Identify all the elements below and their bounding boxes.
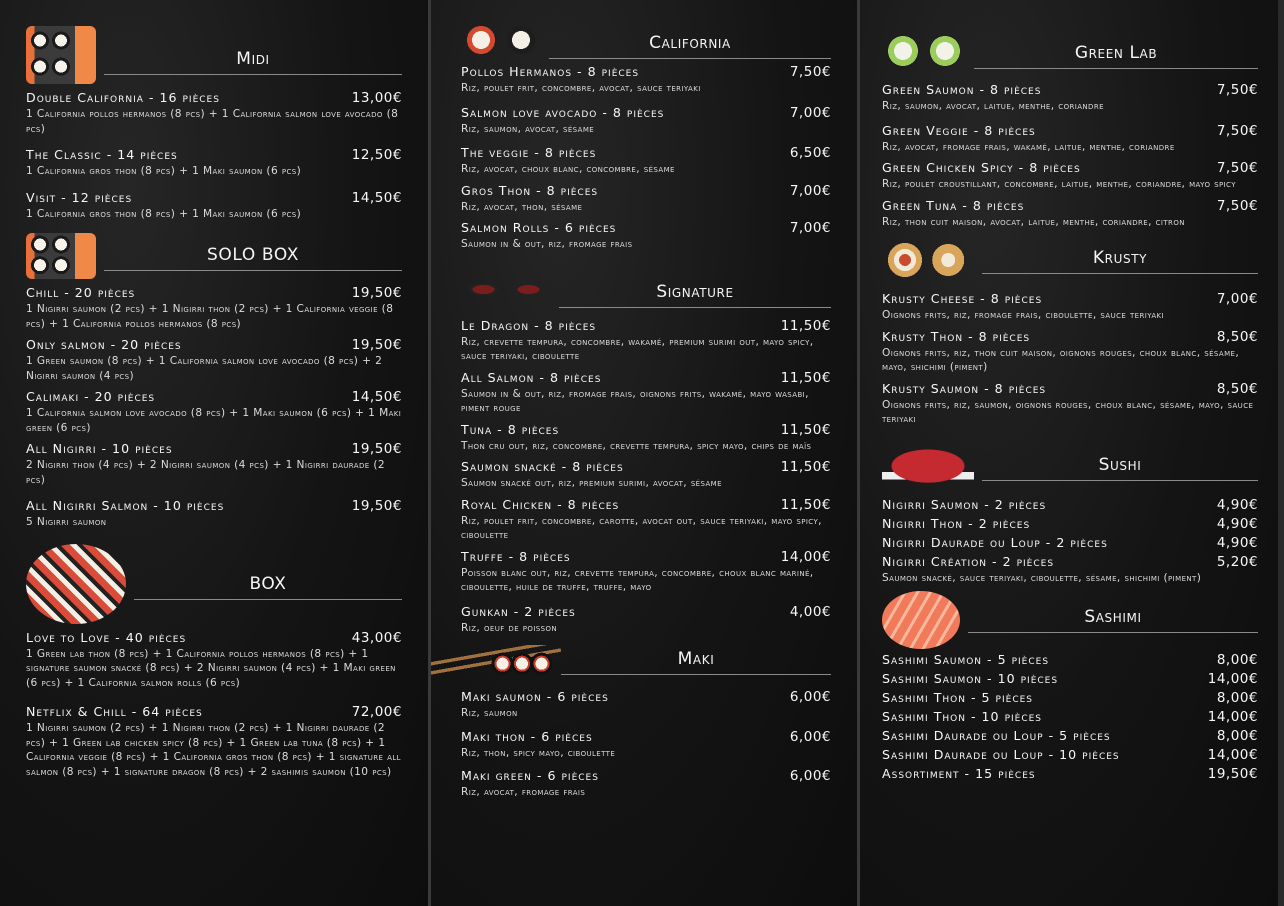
menu-item: [461, 105, 831, 137]
menu-item: [461, 318, 831, 364]
item-name: Sashimi Daurade ou Loup - 5 pièces: [882, 728, 1111, 743]
item-name: All Nigirri Salmon - 10 pièces: [26, 498, 225, 513]
item-description: Riz, avocat, thon, sésame: [461, 200, 583, 213]
item-price: 5,20€: [1216, 553, 1258, 570]
item-name: Salmon Rolls - 6 pièces: [461, 220, 617, 235]
section-sushi: [882, 449, 1258, 586]
item-name: Netflix & Chill - 64 pièces: [26, 704, 203, 719]
item-name: Sashimi Thon - 10 pièces: [882, 709, 1043, 724]
section-header: [882, 591, 1258, 649]
item-price: 8,00€: [1216, 652, 1258, 668]
section-title: Sushi: [1098, 454, 1142, 475]
section-header: [26, 26, 402, 84]
item-price: 7,00€: [1216, 291, 1258, 307]
item-name: Double California - 16 pièces: [26, 90, 220, 105]
item-name: Krusty Cheese - 8 pièces: [882, 291, 1043, 306]
item-price: 4,90€: [1216, 496, 1258, 513]
menu-item: [26, 90, 402, 136]
section-krusty: [882, 235, 1258, 427]
item-price: 72,00€: [351, 704, 402, 720]
item-name: Tuna - 8 pièces: [461, 421, 560, 437]
menu-panel-3: [860, 0, 1278, 906]
sushi-rolls-image: [26, 26, 96, 84]
item-price: 14,00€: [1207, 709, 1258, 725]
item-price: 8,50€: [1216, 328, 1258, 345]
item-price: 19,50€: [351, 441, 402, 457]
menu-item: [461, 768, 831, 800]
menu-item: [461, 549, 831, 595]
menu-item: [882, 329, 1258, 375]
menu-item: [882, 747, 1258, 763]
item-price: 7,00€: [789, 220, 831, 236]
divider: [982, 480, 1258, 481]
divider: [968, 632, 1258, 633]
item-price: 8,00€: [1216, 728, 1258, 744]
menu-item: [461, 183, 831, 215]
menu-item: [882, 123, 1258, 155]
item-description: Riz, crevette tempura, concombre, wakamé, premium surimi out, mayo spicy, sauce teriyaki, ciboulette: [461, 335, 814, 362]
menu-item: [461, 604, 831, 636]
item-price: 7,00€: [789, 104, 831, 121]
item-price: 4,90€: [1216, 515, 1258, 532]
menu-item: [882, 160, 1258, 192]
section-title: Green Lab: [1074, 43, 1158, 63]
item-price: 4,90€: [1216, 534, 1258, 551]
item-price: 7,00€: [789, 182, 831, 199]
item-description: 1 Green lab thon (8 pcs) + 1 California pollos hermanos (8 pcs) + 1 signature saumon snacké (8 pcs) + 2 Nigirri saumon (4 pcs) + 1 Maki green (6 pcs) + 1 California salmon rolls (6 pcs): [26, 647, 396, 689]
menu-item: [882, 535, 1258, 551]
item-price: 13,00€: [351, 90, 402, 106]
item-name: Nigirri Saumon - 2 pièces: [882, 496, 1047, 512]
item-name: Maki green - 6 pièces: [461, 768, 599, 783]
menu-item: [26, 498, 402, 530]
sushi-box-image: [26, 544, 126, 624]
item-name: Love to Love - 40 pièces: [26, 629, 187, 645]
section-title: BOX: [249, 573, 287, 594]
item-description: 1 California gros thon (8 pcs) + 1 Maki saumon (6 pcs): [26, 165, 302, 177]
section-midi: [26, 26, 402, 221]
menu-item: [882, 690, 1258, 706]
section-title: SOLO BOX: [207, 245, 299, 265]
divider: [561, 674, 831, 675]
item-price: 14,50€: [351, 189, 402, 206]
menu-item: [26, 147, 402, 179]
item-name: Gros Thon - 8 pièces: [461, 182, 599, 198]
section-header: [882, 235, 1258, 285]
section-box: [26, 544, 402, 780]
menu-item: [26, 441, 402, 487]
item-name: Maki saumon - 6 pièces: [461, 689, 609, 704]
menu-item: [461, 64, 831, 96]
item-name: All Nigirri - 10 pièces: [26, 441, 173, 456]
item-description: 1 Nigirri saumon (2 pcs) + 1 Nigirri thon (2 pcs) + 1 California veggie (8 pcs) + 1 California pollos hermanos (8 pcs): [26, 303, 394, 330]
menu-item: [461, 497, 831, 543]
item-description: Riz, avocat, fromage frais, wakamé, laitue, menthe, coriandre: [882, 140, 1175, 153]
item-name: Le Dragon - 8 pièces: [461, 317, 597, 333]
item-price: 14,00€: [1207, 671, 1258, 687]
menu-item: [882, 709, 1258, 725]
item-description: Thon cru out, riz, concombre, crevette tempura, spicy mayo, chips de maïs: [461, 439, 812, 452]
item-price: 7,50€: [1216, 82, 1258, 98]
item-name: Only salmon - 20 pièces: [26, 337, 182, 352]
item-name: Pollos Hermanos - 8 pièces: [461, 64, 640, 79]
item-name: Sashimi Saumon - 10 pièces: [882, 671, 1059, 686]
item-name: Assortiment - 15 pièces: [882, 766, 1036, 781]
menu-item: [26, 337, 402, 383]
item-description: Riz, oeuf de poisson: [461, 621, 558, 634]
section-title: California: [649, 33, 731, 53]
item-price: 8,00€: [1216, 690, 1258, 706]
item-name: Nigirri Daurade ou Loup - 2 pièces: [882, 534, 1108, 550]
item-description: Riz, thon, spicy mayo, ciboulette: [461, 746, 616, 759]
item-price: 11,50€: [780, 459, 831, 475]
item-description: Riz, avocat, fromage frais: [461, 786, 586, 798]
item-price: 6,00€: [789, 728, 831, 745]
item-price: 6,00€: [789, 768, 831, 784]
divider: [549, 58, 831, 59]
item-description: Oignons frits, riz, thon cuit maison, oignons rouges, choux blanc, sésame, mayo, shichimi (piment): [882, 346, 1240, 373]
menu-item: [882, 554, 1258, 586]
item-price: 6,50€: [789, 145, 831, 161]
item-name: Maki thon - 6 pièces: [461, 728, 593, 744]
item-name: Sashimi Thon - 5 pièces: [882, 690, 1034, 705]
menu-item: [882, 198, 1258, 230]
section-header: [882, 449, 1258, 487]
menu-item: [882, 291, 1258, 323]
item-description: 5 Nigirri saumon: [26, 516, 107, 528]
menu-panel-1: [0, 0, 428, 906]
item-description: Saumon snacké out, riz, premium surimi, avocat, sésame: [461, 477, 722, 489]
item-description: 1 Green saumon (8 pcs) + 1 California salmon love avocado (8 pcs) + 2 Nigirri saumon (4 pcs): [26, 355, 383, 382]
item-name: All Salmon - 8 pièces: [461, 369, 602, 385]
menu-item: [882, 516, 1258, 532]
item-price: 7,50€: [1216, 122, 1258, 139]
section-signature: [461, 262, 831, 636]
item-description: Oignons frits, riz, saumon, oignons rouges, choux blanc, sésame, mayo, sauce teriyaki: [882, 398, 1254, 425]
item-description: Oignons frits, riz, fromage frais, ciboulette, sauce teriyaki: [882, 309, 1164, 321]
section-sashimi: [882, 591, 1258, 782]
menu-item: [882, 82, 1258, 114]
divider: [104, 74, 402, 75]
item-name: Green Tuna - 8 pièces: [882, 197, 1025, 213]
section-title: Sashimi: [1084, 607, 1142, 627]
item-description: Riz, saumon, avocat, sésame: [461, 122, 595, 135]
menu-item: [26, 285, 402, 331]
item-price: 11,50€: [780, 369, 831, 386]
menu-item: [461, 422, 831, 454]
section-green-lab: [882, 36, 1258, 229]
menu-item: [461, 689, 831, 721]
section-title: Midi: [236, 49, 270, 69]
item-name: Royal Chicken - 8 pièces: [461, 496, 620, 512]
item-description: 1 California pollos hermanos (8 pcs) + 1 California salmon love avocado (8 pcs): [26, 108, 399, 135]
item-price: 19,50€: [351, 285, 402, 301]
item-description: Riz, avocat, choux blanc, concombre, sésame: [461, 163, 675, 175]
item-description: Saumon snacké, sauce teriyaki, ciboulette, sésame, shichimi (piment): [882, 571, 1202, 584]
item-name: Sashimi Daurade ou Loup - 10 pièces: [882, 747, 1120, 762]
item-price: 19,50€: [351, 337, 402, 353]
item-price: 4,00€: [789, 603, 831, 620]
item-description: Saumon in & out, riz, fromage frais, oignons frits, wakamé, mayo wasabi, piment rouge: [461, 387, 809, 414]
menu-item: [26, 630, 402, 691]
section-title: Maki: [677, 649, 715, 669]
item-name: Krusty Saumon - 8 pièces: [882, 380, 1047, 396]
menu-item: [461, 729, 831, 761]
item-description: 1 Nigirri saumon (2 pcs) + 1 Nigirri thon (2 pcs) + 1 Nigirri daurade (2 pcs) + 1 Green lab chicken spicy (8 pcs) + 1 Green lab tuna (8 pcs) + 1 California veggie (8 pcs) + 1 California gros thon (8 pcs) + 1 signature all salmon (8 pcs) + 1 signature dragon (8 pcs) + 2 sashimis saumon (10 pcs): [26, 722, 401, 778]
menu-item: [461, 459, 831, 491]
section-header: [461, 262, 831, 312]
item-price: 6,00€: [789, 689, 831, 705]
section-solo-box: [26, 233, 402, 530]
signature-roll-image: [461, 262, 551, 312]
divider: [134, 599, 402, 600]
item-price: 43,00€: [351, 629, 402, 646]
item-price: 7,50€: [789, 64, 831, 80]
menu-item: [882, 497, 1258, 513]
item-price: 19,50€: [351, 498, 402, 514]
item-name: Calimaki - 20 pièces: [26, 389, 156, 404]
item-name: Green Veggie - 8 pièces: [882, 122, 1036, 138]
divider: [982, 273, 1258, 274]
section-header: [461, 645, 831, 679]
item-name: The veggie - 8 pièces: [461, 145, 597, 160]
item-name: Green Saumon - 8 pièces: [882, 82, 1042, 97]
item-price: 11,50€: [780, 496, 831, 513]
divider: [974, 68, 1258, 69]
item-price: 11,50€: [780, 317, 831, 334]
item-description: Riz, poulet frit, concombre, carotte, avocat out, sauce teriyaki, mayo spicy, ciboulette: [461, 514, 822, 541]
item-name: Nigirri Création - 2 pièces: [882, 553, 1055, 569]
divider: [559, 307, 831, 308]
item-price: 12,50€: [351, 147, 402, 163]
section-header: [26, 544, 402, 624]
menu-item: [461, 370, 831, 416]
maki-chopsticks-image: [431, 645, 561, 679]
item-name: Sashimi Saumon - 5 pièces: [882, 652, 1050, 667]
section-title: Krusty: [1092, 248, 1148, 268]
section-header: [461, 30, 831, 62]
item-price: 19,50€: [1207, 766, 1258, 782]
divider: [104, 270, 402, 271]
item-name: Nigirri Thon - 2 pièces: [882, 515, 1031, 531]
menu-item: [26, 704, 402, 779]
section-california: [461, 30, 831, 252]
nigiri-sushi-image: [882, 449, 974, 487]
green-roll-image: [882, 28, 966, 74]
sashimi-image: [882, 591, 960, 649]
menu-item: [461, 220, 831, 252]
item-price: 14,50€: [351, 389, 402, 405]
item-name: Truffe - 8 pièces: [461, 548, 571, 564]
section-header: [882, 36, 1258, 74]
item-description: Riz, saumon: [461, 707, 518, 719]
menu-item: [461, 145, 831, 177]
section-title: Signature: [656, 281, 734, 302]
item-description: Riz, poulet croustillant, concombre, laitue, menthe, coriandre, mayo spicy: [882, 178, 1236, 190]
item-price: 7,50€: [1216, 197, 1258, 214]
menu-item: [26, 190, 402, 222]
item-name: Salmon love avocado - 8 pièces: [461, 104, 665, 120]
item-name: Green Chicken Spicy - 8 pièces: [882, 160, 1081, 175]
sushi-rolls-image: [26, 233, 96, 279]
item-price: 7,50€: [1216, 160, 1258, 176]
item-description: 1 California salmon love avocado (8 pcs) + 1 Maki saumon (6 pcs) + 1 Maki green (6 pcs): [26, 407, 402, 434]
item-description: 1 California gros thon (8 pcs) + 1 Maki saumon (6 pcs): [26, 207, 302, 220]
item-description: Riz, thon cuit maison, avocat, laitue, menthe, coriandre, citron: [882, 215, 1185, 228]
menu-item: [26, 389, 402, 435]
menu-item: [882, 766, 1258, 782]
section-header: [26, 233, 402, 279]
menu-item: [882, 728, 1258, 744]
item-description: 2 Nigirri thon (4 pcs) + 2 Nigirri saumon (4 pcs) + 1 Nigirri daurade (2 pcs): [26, 459, 386, 486]
item-name: Gunkan - 2 pièces: [461, 603, 576, 619]
item-description: Saumon in & out, riz, fromage frais: [461, 238, 633, 250]
krusty-roll-image: [882, 235, 974, 285]
menu-item: [882, 652, 1258, 668]
item-name: Krusty Thon - 8 pièces: [882, 328, 1031, 344]
item-name: Chill - 20 pièces: [26, 285, 136, 300]
california-roll-image: [461, 18, 541, 62]
menu-panel-2: [428, 0, 860, 906]
item-price: 14,00€: [1207, 747, 1258, 763]
menu-item: [882, 381, 1258, 427]
item-description: Poisson blanc out, riz, crevette tempura, concombre, choux blanc mariné, ciboulette, huile de truffe, truffe, mayo: [461, 566, 814, 593]
item-name: Visit - 12 pièces: [26, 189, 133, 205]
item-name: Saumon snacké - 8 pièces: [461, 459, 624, 474]
item-description: Riz, poulet frit, concombre, avocat, sauce teriyaki: [461, 82, 701, 94]
item-name: The Classic - 14 pièces: [26, 147, 178, 162]
section-maki: [461, 645, 831, 800]
item-price: 11,50€: [780, 421, 831, 438]
item-description: Riz, saumon, avocat, laitue, menthe, coriandre: [882, 100, 1104, 112]
item-price: 14,00€: [780, 548, 831, 565]
menu-item: [882, 671, 1258, 687]
item-price: 8,50€: [1216, 380, 1258, 397]
